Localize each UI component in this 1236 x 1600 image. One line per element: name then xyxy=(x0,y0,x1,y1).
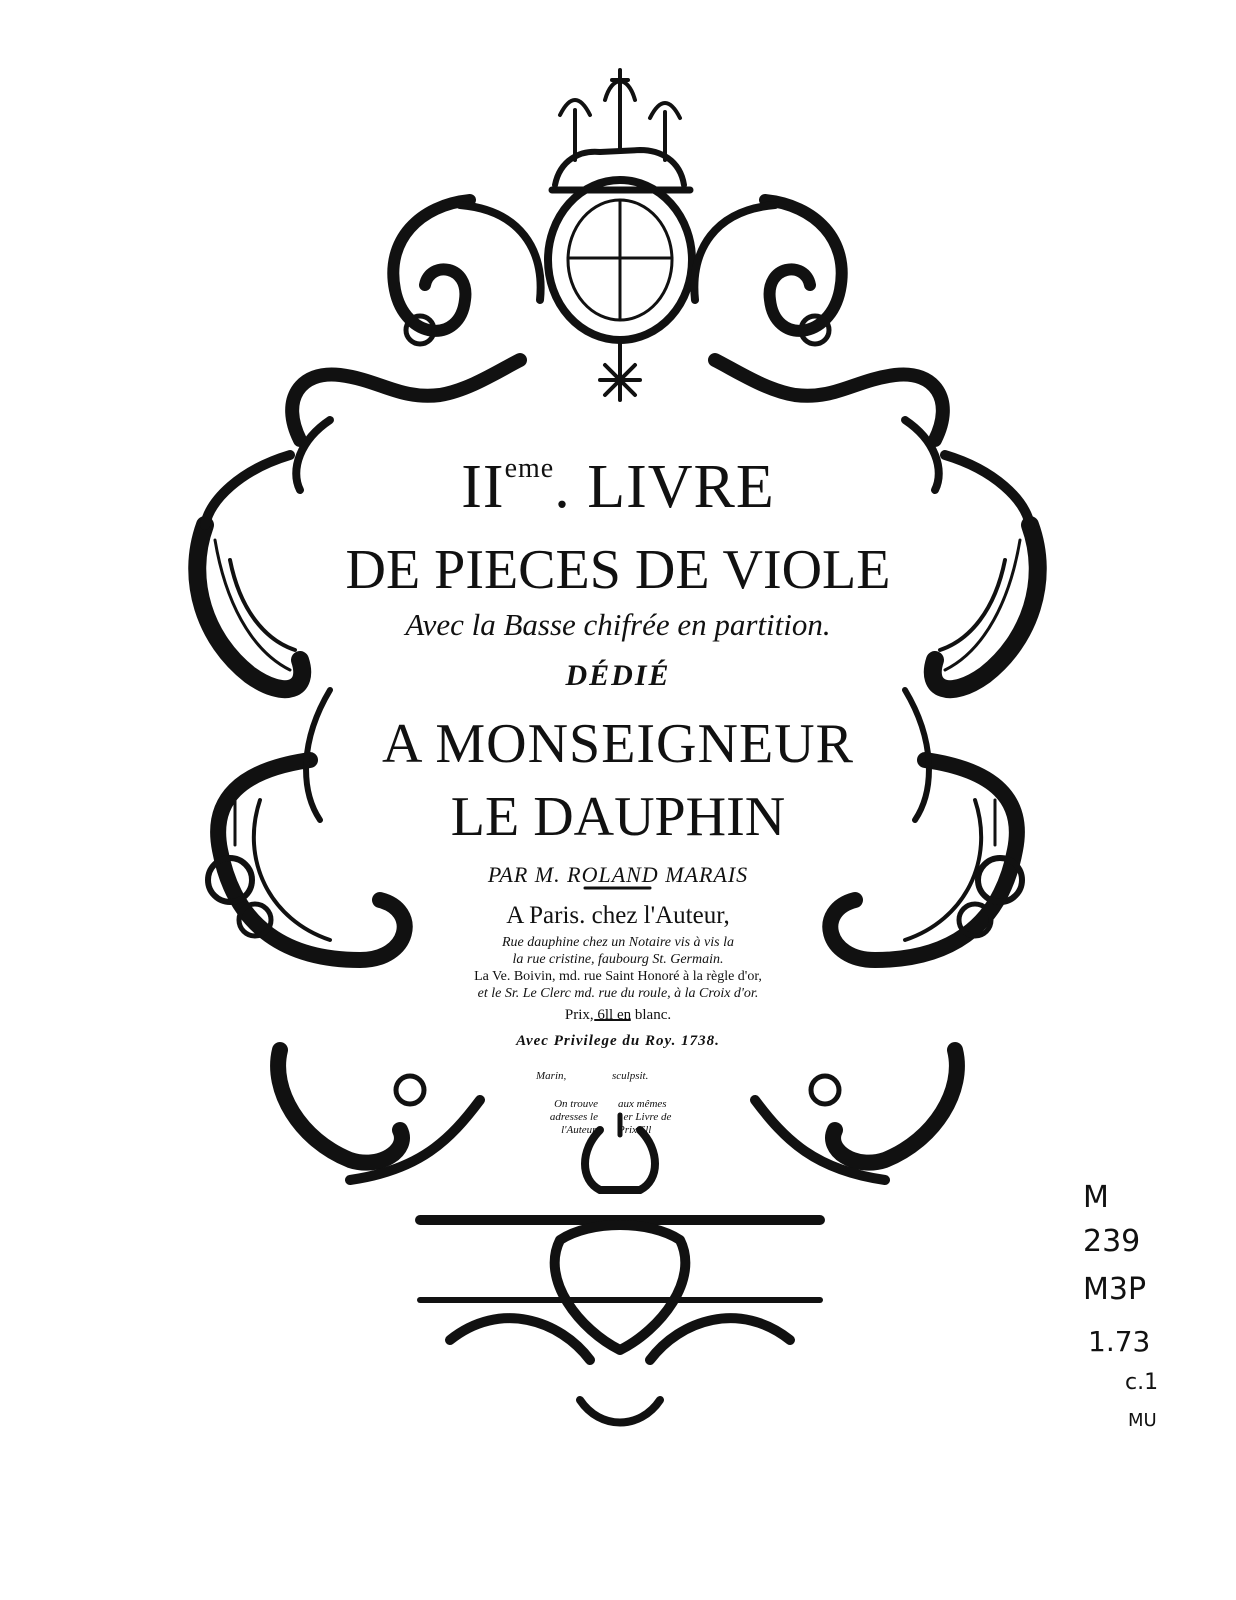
shelfmark-line: c.1 xyxy=(1125,1370,1159,1395)
shelfmark-line: M3P xyxy=(1083,1272,1147,1307)
author-line: PAR M. ROLAND MARAIS xyxy=(487,862,749,887)
imprint-privilege: Avec Privilege du Roy. 1738. xyxy=(516,1033,720,1049)
note-right-line: 1er Livre de xyxy=(618,1111,672,1123)
engraver-name: Marin, xyxy=(536,1070,567,1082)
shelfmark-line: 1.73 xyxy=(1088,1325,1151,1358)
note-right-line: aux mêmes xyxy=(618,1098,667,1110)
imprint-address-1: Rue dauphine chez un Notaire vis à vis la xyxy=(502,935,734,950)
subtitle-line: Avec la Basse chifrée en partition. xyxy=(405,607,831,642)
dedicatee-line-1: A MONSEIGNEUR xyxy=(382,713,854,775)
imprint-city: A Paris. chez l'Auteur, xyxy=(506,902,730,929)
imprint-price: Prix, 6ll en blanc. xyxy=(564,1007,672,1023)
note-right-line: Prix 6ll xyxy=(618,1124,652,1136)
dedication-label: DÉDIÉ xyxy=(565,659,671,692)
coat-of-arms-icon xyxy=(548,180,692,400)
note-left xyxy=(512,1098,598,1137)
note-left-line: l'Auteur, xyxy=(561,1124,598,1136)
imprint-address-2: la rue cristine, faubourg St. Germain. xyxy=(512,952,724,967)
shelfmark-line: MU xyxy=(1128,1410,1157,1431)
dedicatee-line-2: LE DAUPHIN xyxy=(450,786,786,848)
imprint-seller-2: et le Sr. Le Clerc md. rue du roule, à la Croix d'or. xyxy=(477,986,759,1001)
imprint-seller-1: La Ve. Boivin, md. rue Saint Honoré à la règle d'or, xyxy=(474,969,762,984)
engraver-sculpsit: sculpsit. xyxy=(612,1070,649,1082)
shelfmark-line: 239 xyxy=(1083,1224,1141,1259)
title-line-1: IIeme. LIVRE xyxy=(461,453,775,521)
title-line-2: DE PIECES DE VIOLE xyxy=(345,539,891,601)
note-right xyxy=(618,1098,708,1137)
shelfmark-line: M xyxy=(1083,1180,1109,1215)
note-left-line: On trouve xyxy=(554,1098,598,1110)
note-left-line: adresses le xyxy=(549,1111,598,1123)
royal-crown-icon xyxy=(552,70,690,190)
